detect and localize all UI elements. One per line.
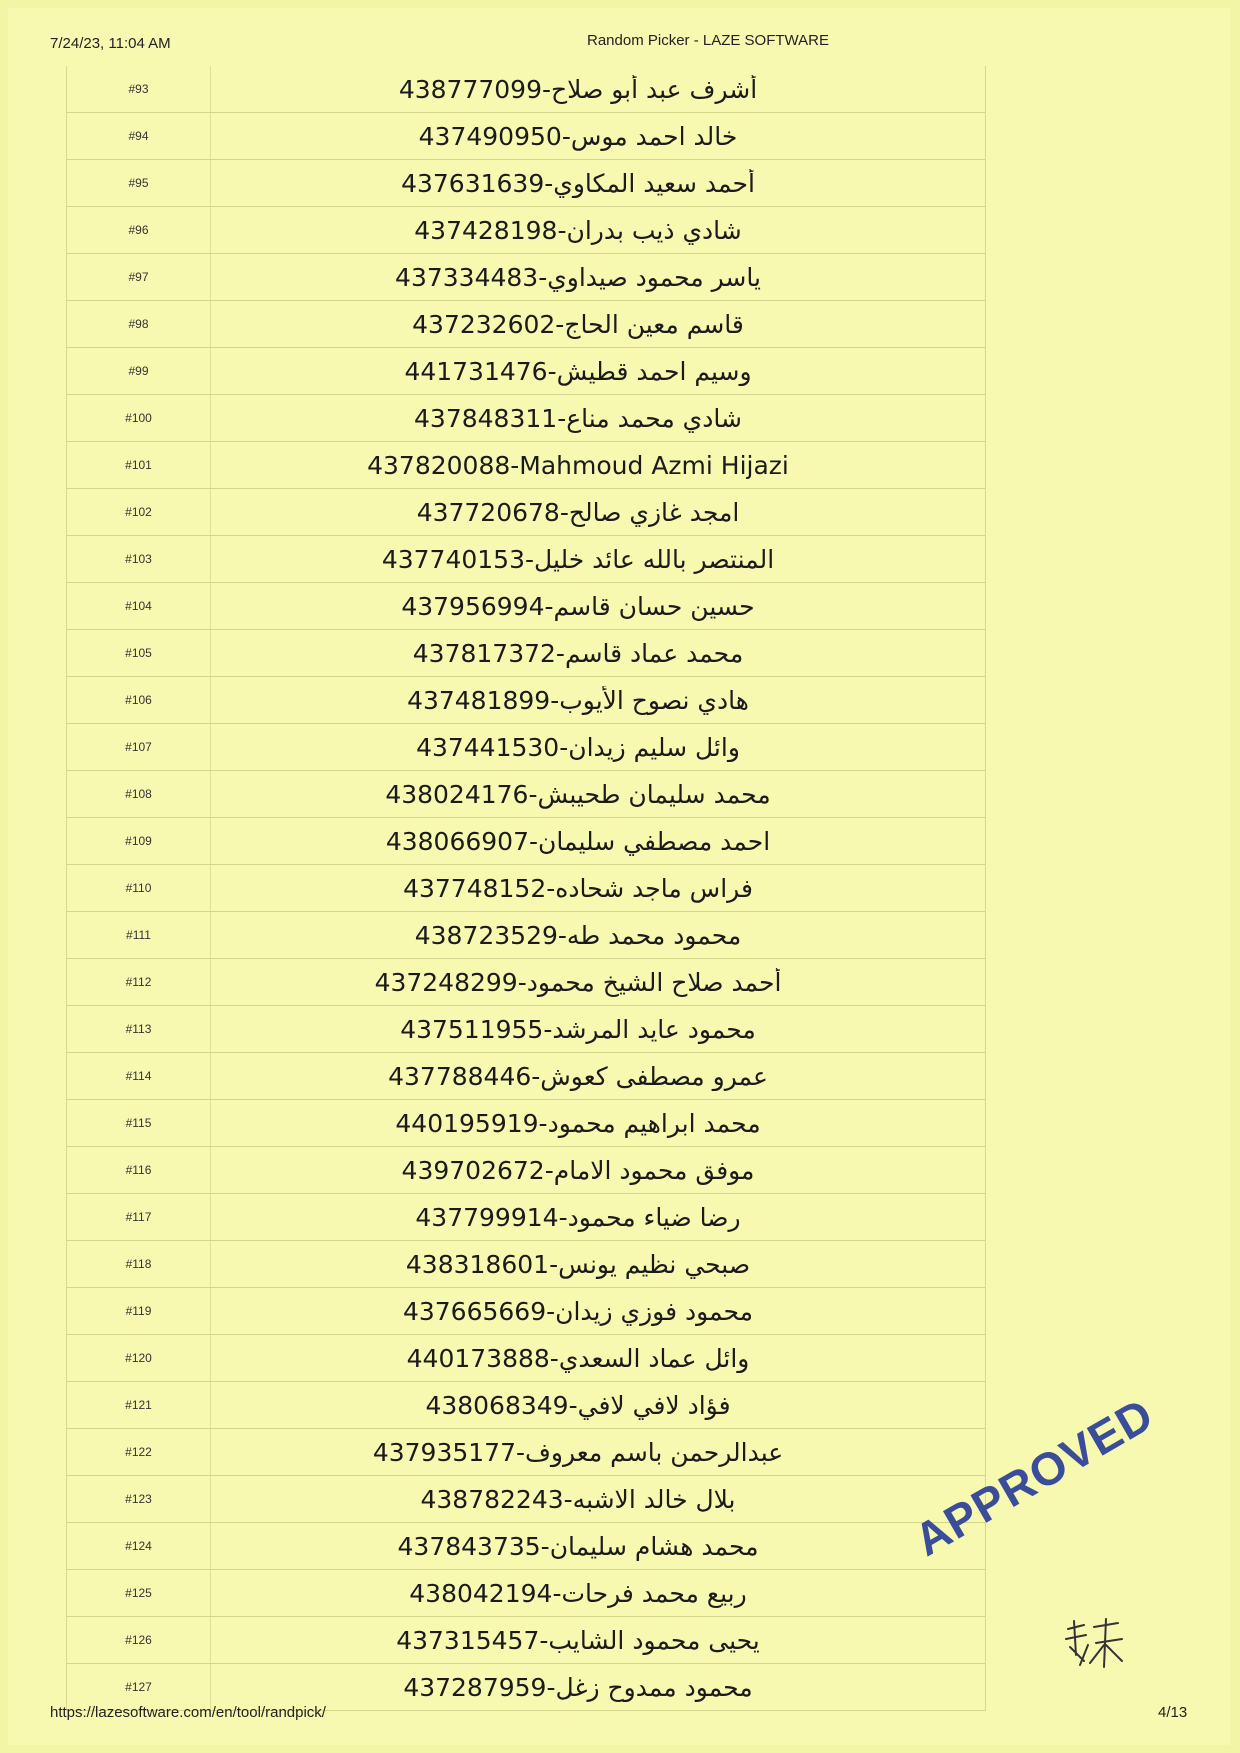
row-name: 437820088-Mahmoud Azmi Hijazi <box>367 450 789 480</box>
print-date: 7/24/23, 11:04 AM <box>50 35 171 52</box>
row-number: #105 <box>67 630 211 676</box>
table-row <box>67 348 985 395</box>
table-row <box>67 160 985 207</box>
row-number: #125 <box>67 1570 211 1616</box>
table-row <box>67 1335 985 1382</box>
row-name: موفق محمود الامام-439702672 <box>401 1155 755 1185</box>
row-name: محمود محمد طه-438723529 <box>414 920 742 950</box>
row-number: #127 <box>67 1664 211 1710</box>
row-number: #120 <box>67 1335 211 1381</box>
table-row <box>67 1523 985 1570</box>
table-row <box>67 395 985 442</box>
row-number: #95 <box>67 160 211 206</box>
row-number: #106 <box>67 677 211 723</box>
row-name: عبدالرحمن باسم معروف-437935177 <box>372 1437 784 1467</box>
table-row <box>67 442 985 489</box>
row-number: #98 <box>67 301 211 347</box>
row-name: محمد هشام سليمان-437843735 <box>397 1531 759 1561</box>
row-number: #126 <box>67 1617 211 1663</box>
row-name: محمد ابراهيم محمود-440195919 <box>395 1108 761 1138</box>
row-name: محمود عايد المرشد-437511955 <box>400 1014 756 1044</box>
row-name: ربيع محمد فرحات-438042194 <box>409 1578 747 1608</box>
table-row <box>67 1288 985 1335</box>
row-number: #117 <box>67 1194 211 1240</box>
table-row <box>67 630 985 677</box>
row-number: #119 <box>67 1288 211 1334</box>
row-number: #110 <box>67 865 211 911</box>
table-row <box>67 677 985 724</box>
table-row <box>67 1570 985 1617</box>
table-row <box>67 724 985 771</box>
table-row <box>67 1147 985 1194</box>
table-row <box>67 1617 985 1664</box>
table-row <box>67 66 985 113</box>
row-name: المنتصر بالله عائد خليل-437740153 <box>381 544 775 574</box>
row-name: أحمد سعيد المكاوي-437631639 <box>401 168 755 198</box>
row-number: #115 <box>67 1100 211 1146</box>
page-number: 4/13 <box>1158 1704 1188 1721</box>
row-number: #112 <box>67 959 211 1005</box>
table-row <box>67 1100 985 1147</box>
table-row <box>67 1429 985 1476</box>
row-name: محمد عماد قاسم-437817372 <box>412 638 744 668</box>
row-number: #109 <box>67 818 211 864</box>
table-row <box>67 1053 985 1100</box>
row-name: هادي نصوح الأيوب-437481899 <box>407 685 749 715</box>
row-number: #94 <box>67 113 211 159</box>
table-row <box>67 489 985 536</box>
signature-mark <box>1060 1615 1130 1675</box>
table-row <box>67 1006 985 1053</box>
row-number: #103 <box>67 536 211 582</box>
row-number: #114 <box>67 1053 211 1099</box>
results-table <box>66 66 986 1711</box>
row-name: رضا ضياء محمود-437799914 <box>415 1202 741 1232</box>
table-row <box>67 583 985 630</box>
approved-stamp: APPROVED <box>905 1387 1163 1566</box>
row-name: فراس ماجد شحاده-437748152 <box>403 873 753 903</box>
table-row <box>67 301 985 348</box>
row-number: #102 <box>67 489 211 535</box>
table-row <box>67 1476 985 1523</box>
row-name: بلال خالد الاشبه-438782243 <box>420 1484 736 1514</box>
row-name: حسين حسان قاسم-437956994 <box>401 591 755 621</box>
row-name: امجد غازي صالح-437720678 <box>416 497 740 527</box>
row-number: #108 <box>67 771 211 817</box>
row-name: أحمد صلاح الشيخ محمود-437248299 <box>374 967 782 997</box>
row-name: فؤاد لافي لافي-438068349 <box>425 1390 731 1420</box>
row-name: يحيى محمود الشايب-437315457 <box>396 1625 760 1655</box>
row-name: محمود فوزي زيدان-437665669 <box>402 1296 754 1326</box>
table-row <box>67 818 985 865</box>
table-row <box>67 912 985 959</box>
row-name: أشرف عبد أبو صلاح-438777099 <box>398 74 758 104</box>
table-row <box>67 536 985 583</box>
row-number: #121 <box>67 1382 211 1428</box>
row-name: وسيم احمد قطيش-441731476 <box>404 356 752 386</box>
row-name: احمد مصطفي سليمان-438066907 <box>385 826 771 856</box>
row-name: قاسم معين الحاج-437232602 <box>412 309 744 339</box>
row-name: عمرو مصطفى كعوش-437788446 <box>388 1061 768 1091</box>
row-number: #97 <box>67 254 211 300</box>
row-name: شادي محمد مناع-437848311 <box>414 403 742 433</box>
row-name: محمود ممدوح زغل-437287959 <box>403 1672 753 1702</box>
table-row <box>67 207 985 254</box>
row-name: شادي ذيب بدران-437428198 <box>414 215 742 245</box>
footer-url: https://lazesoftware.com/en/tool/randpick/ <box>50 1704 326 1721</box>
row-number: #107 <box>67 724 211 770</box>
table-row <box>67 113 985 160</box>
row-number: #93 <box>67 66 211 112</box>
table-row <box>67 1194 985 1241</box>
page-title: Random Picker - LAZE SOFTWARE <box>587 32 829 49</box>
row-number: #111 <box>67 912 211 958</box>
row-number: #100 <box>67 395 211 441</box>
row-name: صبحي نظيم يونس-438318601 <box>405 1249 751 1279</box>
row-name: وائل عماد السعدي-440173888 <box>406 1343 750 1373</box>
row-number: #116 <box>67 1147 211 1193</box>
row-number: #99 <box>67 348 211 394</box>
row-number: #113 <box>67 1006 211 1052</box>
table-row <box>67 959 985 1006</box>
table-row <box>67 1241 985 1288</box>
table-row <box>67 254 985 301</box>
table-row <box>67 1382 985 1429</box>
row-number: #118 <box>67 1241 211 1287</box>
row-name: وائل سليم زيدان-437441530 <box>416 732 740 762</box>
row-number: #124 <box>67 1523 211 1569</box>
row-number: #101 <box>67 442 211 488</box>
row-number: #123 <box>67 1476 211 1522</box>
row-name: ياسر محمود صيداوي-437334483 <box>395 262 761 292</box>
table-row <box>67 865 985 912</box>
row-number: #104 <box>67 583 211 629</box>
row-name: محمد سليمان طحيبش-438024176 <box>385 779 771 809</box>
row-number: #96 <box>67 207 211 253</box>
row-number: #122 <box>67 1429 211 1475</box>
table-row <box>67 771 985 818</box>
row-name: خالد احمد موس-437490950 <box>418 121 738 151</box>
